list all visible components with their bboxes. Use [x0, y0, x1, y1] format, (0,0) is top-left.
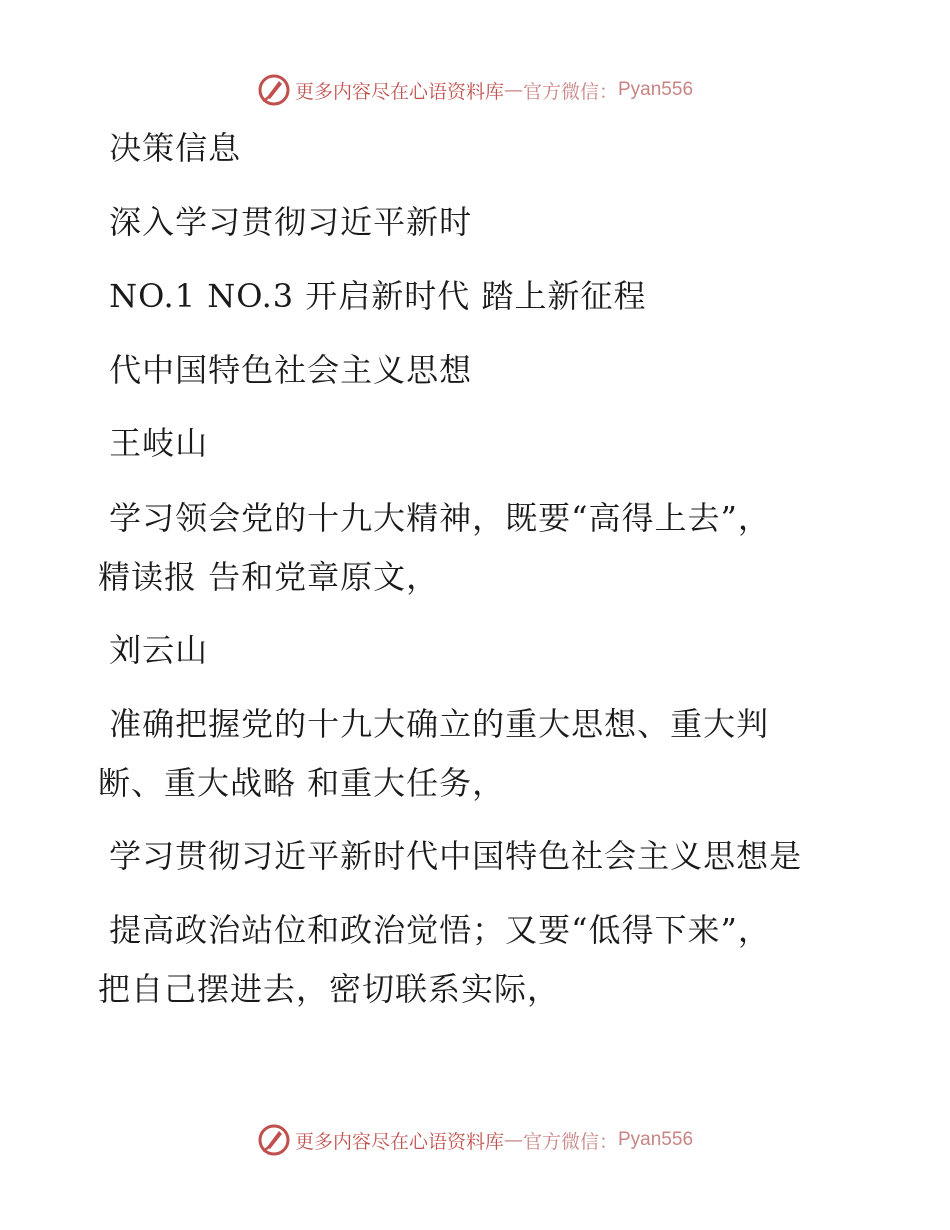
document-line: 代中国特色社会主义思想 — [98, 351, 473, 389]
document-line: 学习贯彻习近平新时代中国特色社会主义思想是 — [98, 837, 803, 875]
speaker-name: 刘云山 — [98, 631, 209, 669]
document-line: 深入学习贯彻习近平新时 — [98, 203, 473, 241]
watermark-separator: — — [503, 79, 523, 101]
document-line: 提高政治站位和政治觉悟；又要“低得下来”， — [98, 911, 771, 949]
document-heading: 决策信息 — [98, 129, 242, 167]
watermark-wechat-id: Pyan556 — [618, 79, 694, 100]
document-line: NO.1 NO.3 开启新时代 踏上新征程 — [98, 277, 647, 315]
watermark-separator: — — [503, 1129, 523, 1151]
document-line: 学习领会党的十九大精神，既要“高得上去”， — [98, 499, 771, 537]
document-line: 把自己摆进去，密切联系实际， — [98, 970, 561, 1008]
quill-logo-icon — [257, 1123, 291, 1157]
watermark-header — [0, 70, 950, 110]
document-line: 断、重大战略 和重大任务， — [98, 764, 506, 802]
quill-logo-icon — [257, 73, 291, 107]
watermark-wechat-label: 官方微信： — [522, 80, 618, 103]
document-line: 准确把握党的十九大确立的重大思想、重大判 — [98, 705, 770, 743]
watermark-footer — [0, 1120, 950, 1160]
watermark-wechat-id: Pyan556 — [618, 1129, 694, 1150]
watermark-site-text: 更多内容尽在心语资料库 — [294, 80, 504, 103]
watermark-site-text: 更多内容尽在心语资料库 — [294, 1130, 504, 1153]
document-line: 精读报 告和党章原文， — [98, 558, 440, 596]
watermark-wechat-label: 官方微信： — [522, 1130, 618, 1153]
speaker-name: 王岐山 — [98, 424, 209, 462]
